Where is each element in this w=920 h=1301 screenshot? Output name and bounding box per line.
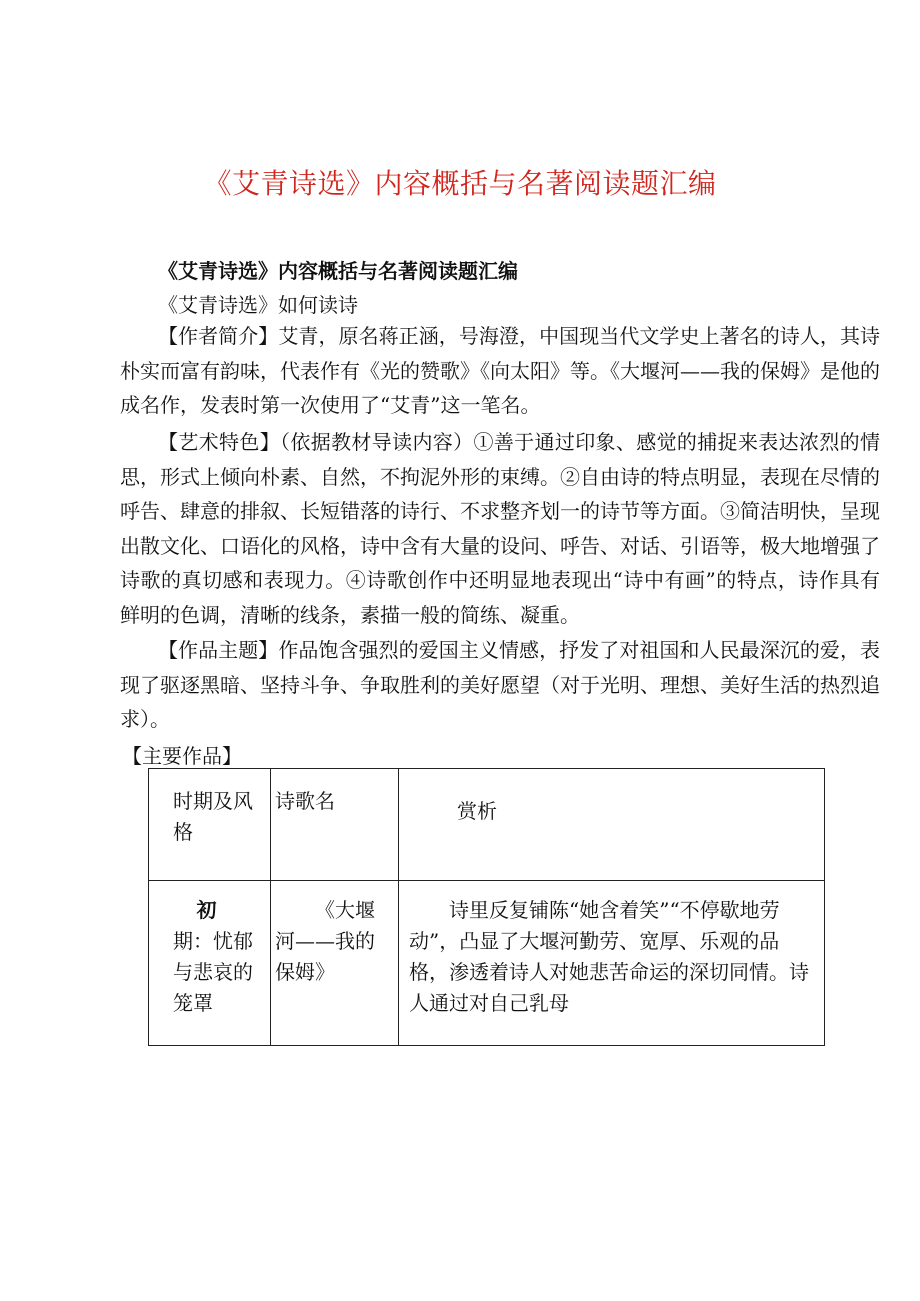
section-subheading: 《艾青诗选》如何读诗 [158, 293, 358, 317]
main-works-label: 【主要作品】 [122, 744, 242, 768]
header-period-cell [149, 769, 271, 881]
period-head: 初 [196, 898, 217, 922]
author-intro-paragraph: 【作者简介】艾青，原名蒋正涵，号海澄，中国现当代文学史上著名的诗人，其诗朴实而富有韵味，代表作有《光的赞歌》《向太阳》等。《大堰河——我的保姆》是他的成名作，发表时第一次使用了“艾青”这一笔名。 [120, 324, 880, 417]
header-poem-cell [271, 769, 399, 881]
header-period: 时期及风格 [173, 789, 253, 844]
poem-cell [271, 881, 399, 1046]
poem-title: 《大堰河——我的保姆》 [275, 898, 375, 984]
period-cell [149, 881, 271, 1046]
poem-analysis: 诗里反复铺陈“她含着笑”“不停歇地劳动”，凸显了大堰河勤劳、宽厚、乐观的品格，渗透着诗人对她悲苦命运的深切同情。诗人通过对自己乳母 [409, 898, 809, 1015]
document-title: 《艾青诗选》内容概括与名著阅读题汇编 [203, 167, 717, 200]
header-analysis: 赏析 [457, 799, 497, 823]
section-heading: 《艾青诗选》内容概括与名著阅读题汇编 [158, 259, 518, 283]
works-table-header-row [149, 769, 825, 881]
theme-paragraph: 【作品主题】作品饱含强烈的爱国主义情感，抒发了对祖国和人民最深沉的爱，表现了驱逐黑暗、坚持斗争、争取胜利的美好愿望（对于光明、理想、美好生活的热烈追求）。 [120, 638, 880, 731]
table-row [149, 881, 825, 1046]
works-table [148, 768, 825, 1046]
art-features-paragraph: 【艺术特色】（依据教材导读内容）①善于通过印象、感觉的捕捉来表达浓烈的情思，形式上倾向朴素、自然，不拘泥外形的束缚。②自由诗的特点明显，表现在尽情的呼告、肆意的排叙、长短错落的诗行、不求整齐划一的诗节等方面。③简洁明快，呈现出散文化、口语化的风格，诗中含有大量的设问、呼告、对话、引语等，极大地增强了诗歌的真切感和表现力。④诗歌创作中还明显地表现出“诗中有画”的特点，诗作具有鲜明的色调，清晰的线条，素描一般的简练、凝重。 [120, 430, 880, 627]
period-style: 期：忧郁与悲哀的笼罩 [173, 929, 253, 1015]
header-analysis-cell [399, 769, 825, 881]
header-poem: 诗歌名 [275, 789, 335, 813]
analysis-cell [399, 881, 825, 1046]
